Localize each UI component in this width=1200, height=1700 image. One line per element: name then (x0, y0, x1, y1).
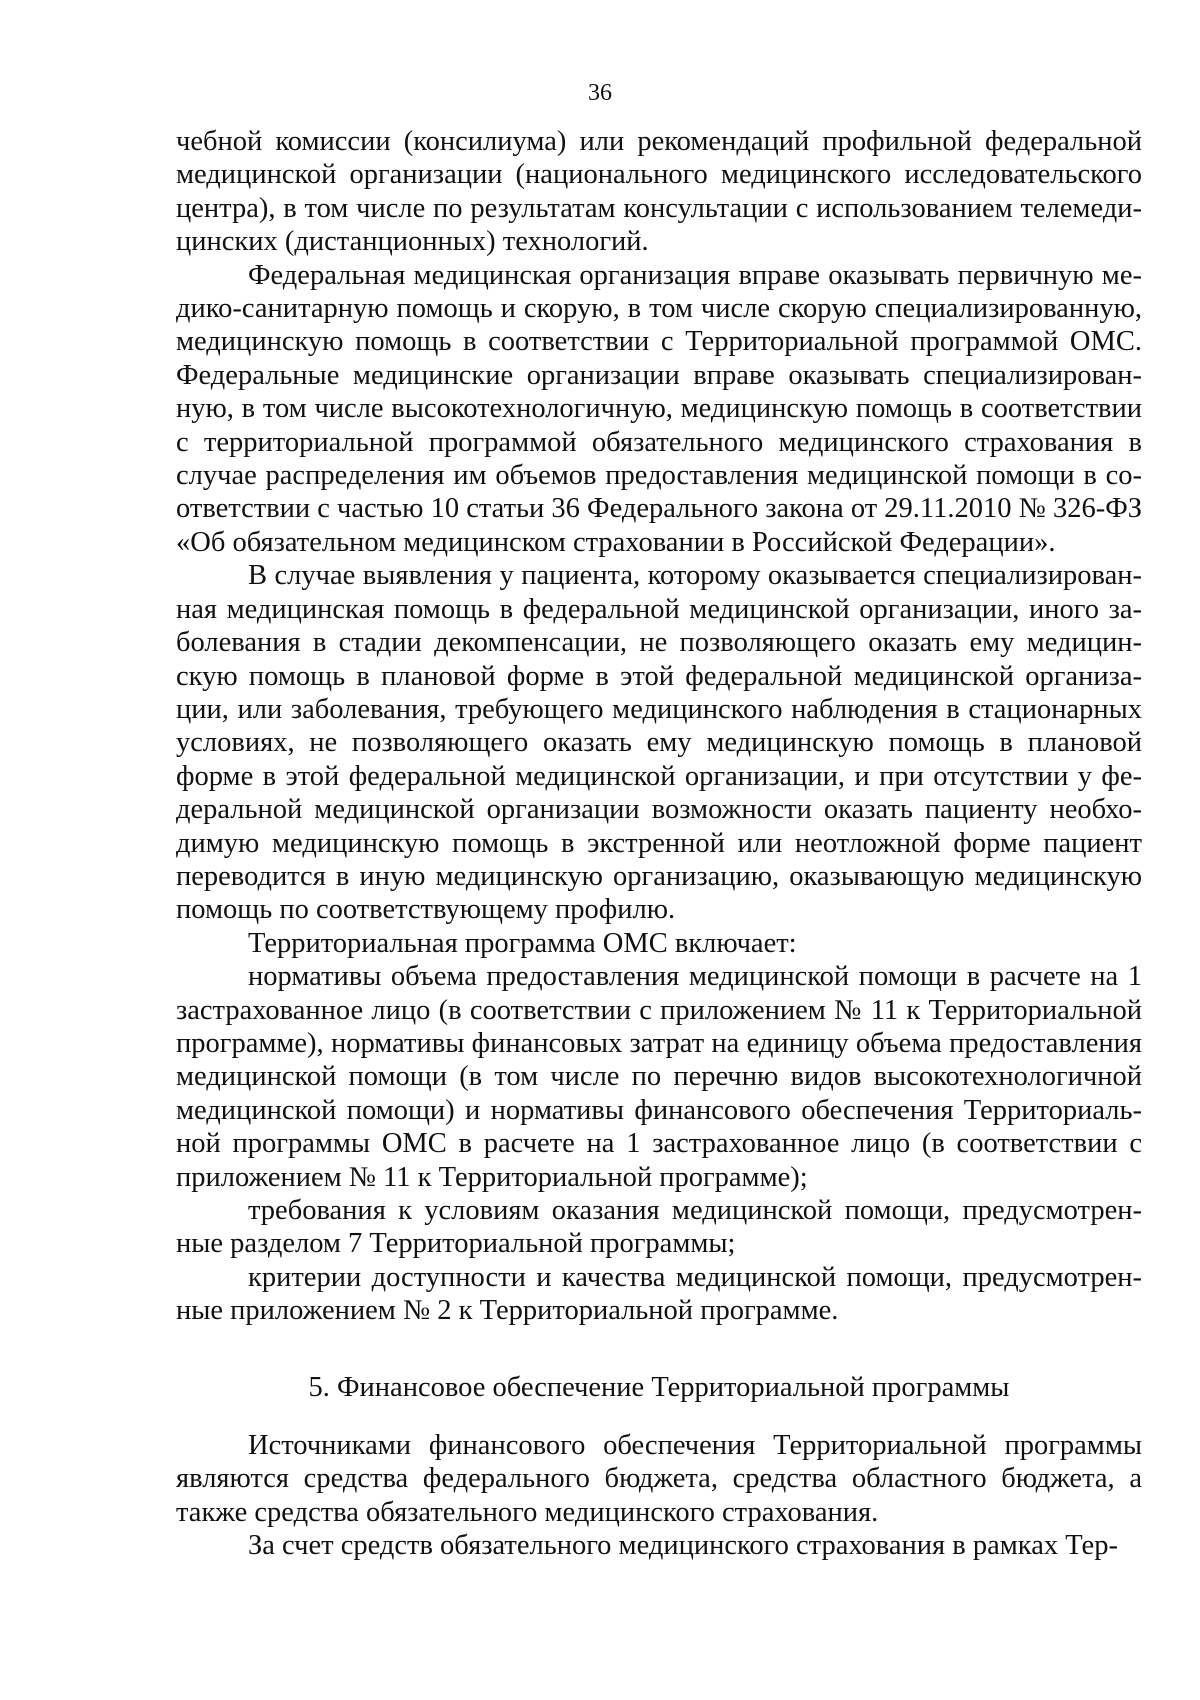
page-number: 36 (588, 80, 612, 106)
section-heading: 5. Финансовое обеспечение Территориальной программы (308, 1371, 1010, 1403)
paragraph-continuation: чебной комиссии (консилиума) или рекомендаций профильной федеральной медицинской организации (национального медицинского исследовательского центра), в том числе по результатам консультации с использованием телемедицинских (дистанционных) технологий. (176, 126, 1142, 258)
paragraph-norms: нормативы объема предоставления медицинской помощи в расчете на 1 застрахованное лицо (в соответствии с приложением № 11 к Территориальной программе), нормативы финансовых затрат на единицу объема предоставления медицинской помощи (в том числе по перечню видов высокотехнологичной медицинской помощи) и нормативы финансового обеспечения Территориальной программы ОМС в расчете на 1 застрахованное лицо (в соответствии с приложением № 11 к Территориальной программе); (176, 961, 1142, 1193)
paragraph-criteria: критерии доступности и качества медицинской помощи, предусмотренные приложением № 2 к Территориальной программе. (176, 1261, 1142, 1327)
document-body (176, 125, 1142, 1563)
paragraph-federal-organization: Федеральная медицинская организация вправе оказывать первичную медико-санитарную помощь и скорую, в том числе скорую специализированную, медицинскую помощь в соответствии с Территориальной программой ОМС. Федеральные медицинские организации вправе оказывать специализированную, в том числе высокотехнологичную, медицинскую помощь в соответствии с территориальной программой обязательного медицинского страхования в случае распределения им объемов предоставления медицинской помощи в соответствии с частью 10 статьи 36 Федерального закона от 29.11.2010 № 326-ФЗ «Об обязательном медицинском страховании в Российской Федерации». (176, 259, 1142, 558)
paragraph-requirements: требования к условиям оказания медицинской помощи, предусмотренные разделом 7 Территориальной программы; (176, 1195, 1142, 1260)
paragraph-oms-funding: За счет средств обязательного медицинского страхования в рамках Тер- (248, 1530, 1118, 1562)
paragraph-funding-sources: Источниками финансового обеспечения Территориальной программы являются средства федерального бюджета, средства областного бюджета, а также средства обязательного медицинского страхования. (176, 1430, 1142, 1528)
paragraph-program-includes: Территориальная программа ОМС включает: (248, 927, 797, 959)
paragraph-patient-transfer: В случае выявления у пациента, которому оказывается специализированная медицинская помощь в федеральной медицинской организации, иного заболевания в стадии декомпенсации, не позволяющего оказать ему медицинскую помощь в плановой форме в этой федеральной медицинской организации, или заболевания, требующего медицинского наблюдения в стационарных условиях, не позволяющего оказать ему медицинскую помощь в плановой форме в этой федеральной медицинской организации, и при отсутствии у федеральной медицинской организации возможности оказать пациенту необходимую медицинскую помощь в экстренной или неотложной форме пациент переводится в иную медицинскую организацию, оказывающую медицинскую помощь по соответствующему профилю. (176, 560, 1142, 926)
